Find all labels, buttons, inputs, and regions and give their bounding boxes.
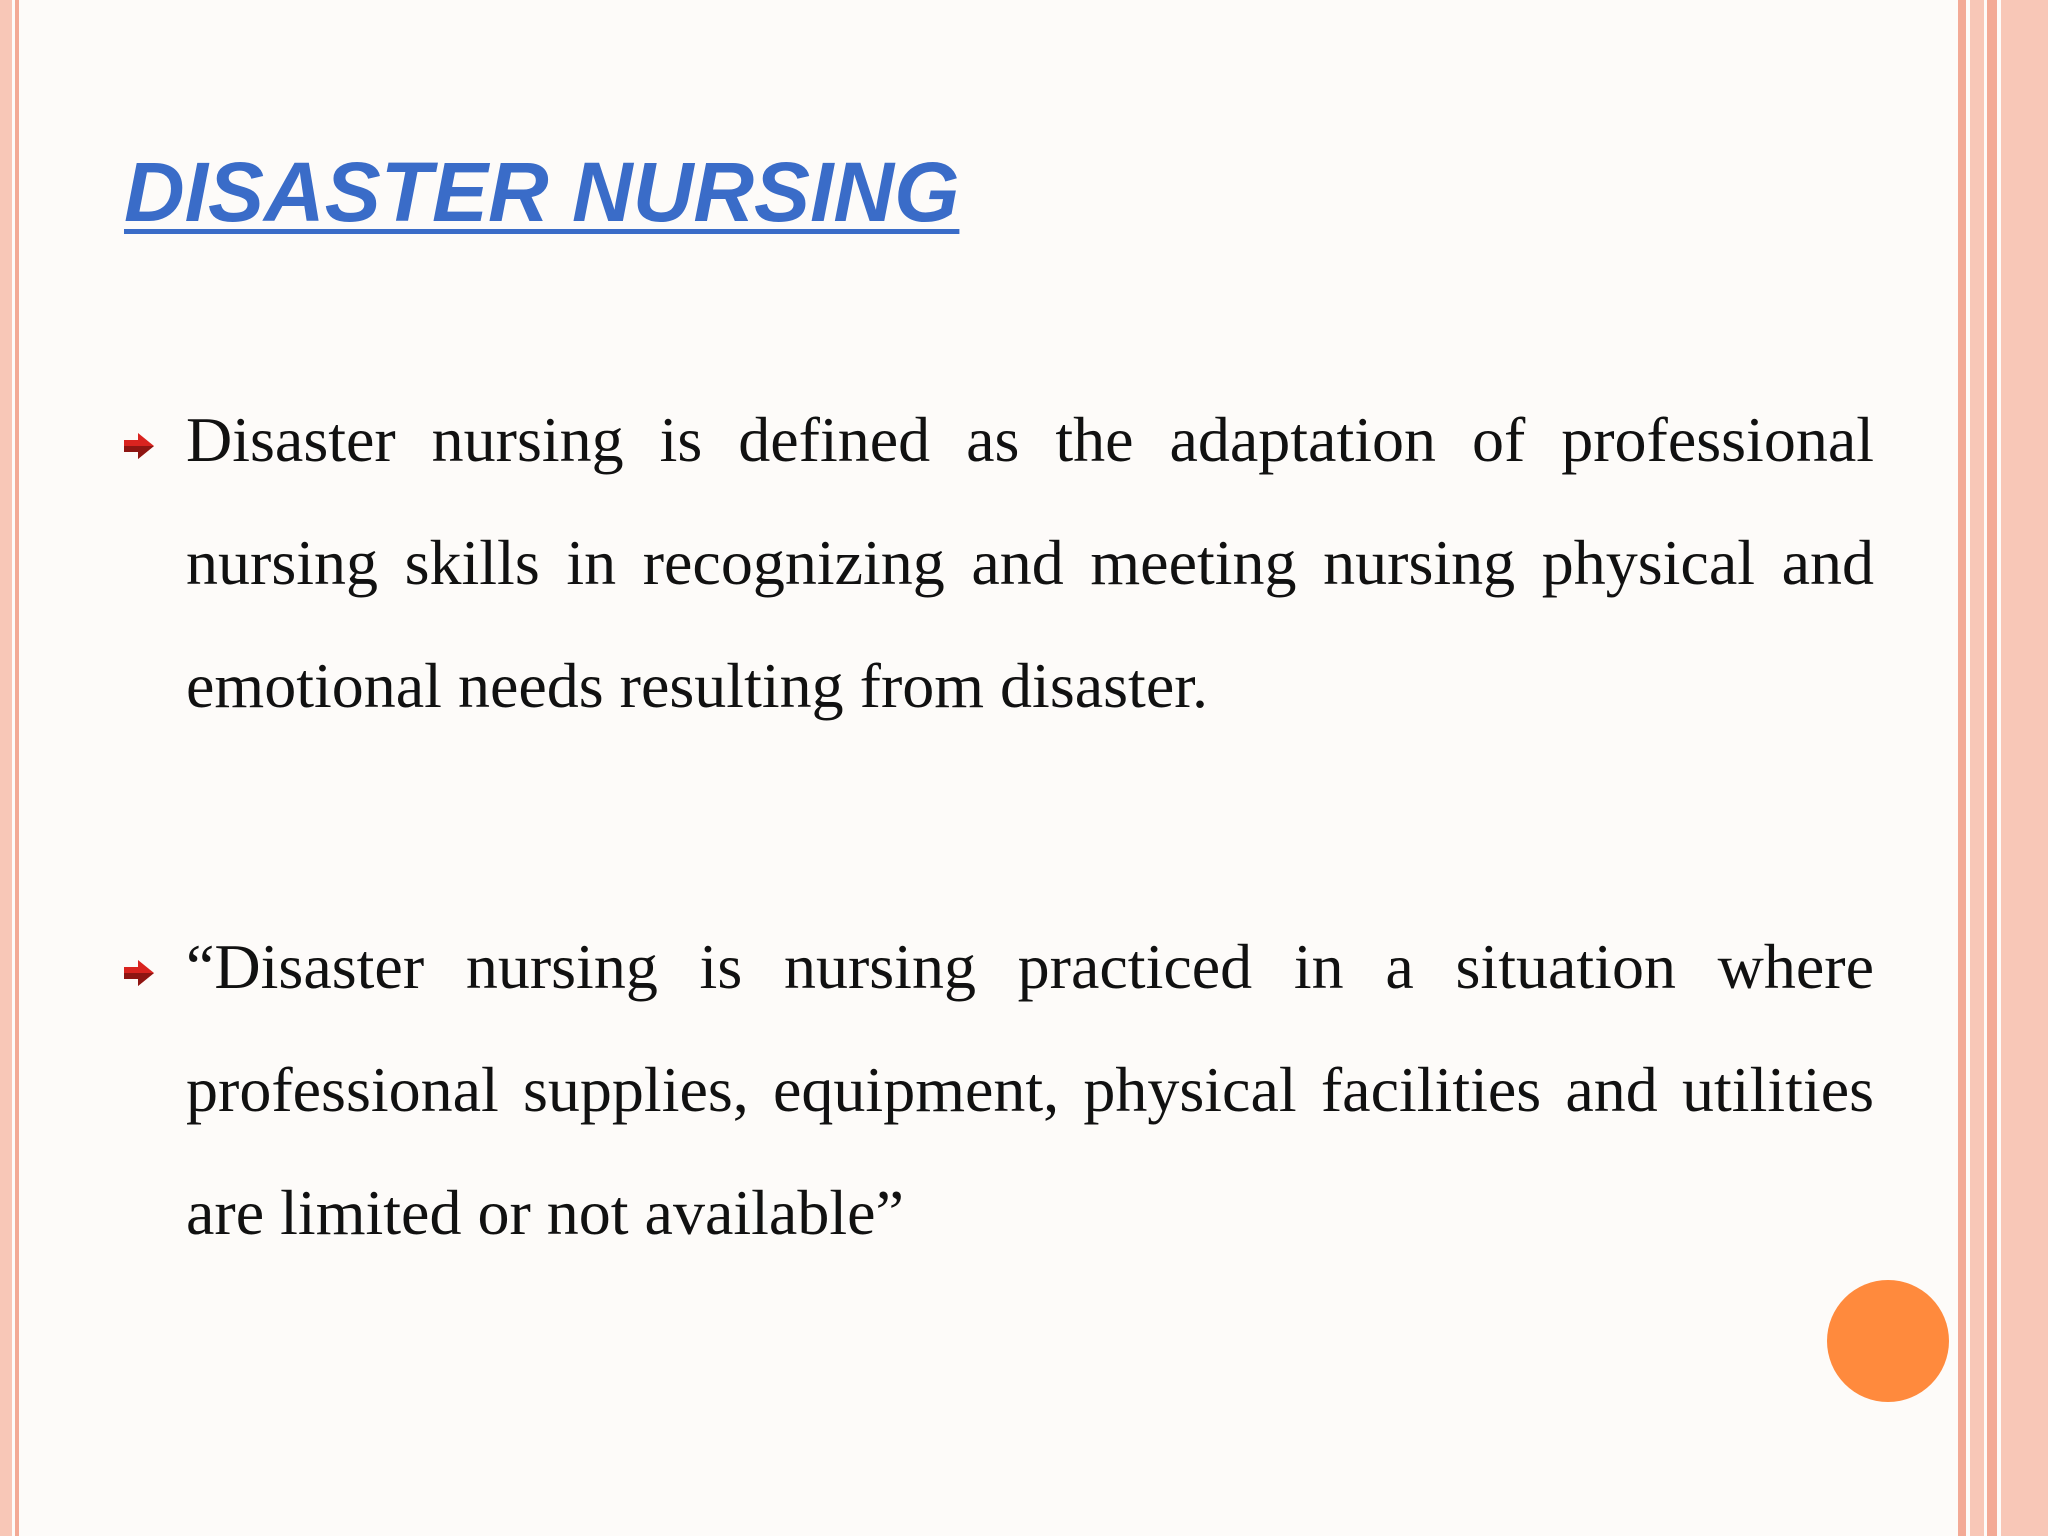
bullet-text-definition: Disaster nursing is defined as the adaptation of professional nursing skills in recognizing and meeting nursing physical and emotional needs resulting from disaster. xyxy=(186,404,1874,721)
red-arrow-bullet-icon xyxy=(124,960,154,986)
page-title: DISASTER NURSING xyxy=(124,145,960,239)
right-border-stripe-4 xyxy=(2001,0,2048,1536)
bullet-text-quote: “Disaster nursing is nursing practiced in a situation where professional supplies, equipment, physical facilities and utilities are limited or not available” xyxy=(186,931,1874,1248)
left-border-line xyxy=(15,0,19,1536)
bullet-item-quote xyxy=(124,905,1874,1274)
orange-circle-decoration xyxy=(1827,1280,1949,1402)
right-border-stripe-3 xyxy=(1987,0,1997,1536)
red-arrow-bullet-icon xyxy=(124,433,154,459)
left-border-stripe xyxy=(0,0,12,1536)
right-border-stripe-2 xyxy=(1970,0,1984,1536)
bullet-item-definition xyxy=(124,378,1874,747)
right-border-stripe-1 xyxy=(1958,0,1966,1536)
